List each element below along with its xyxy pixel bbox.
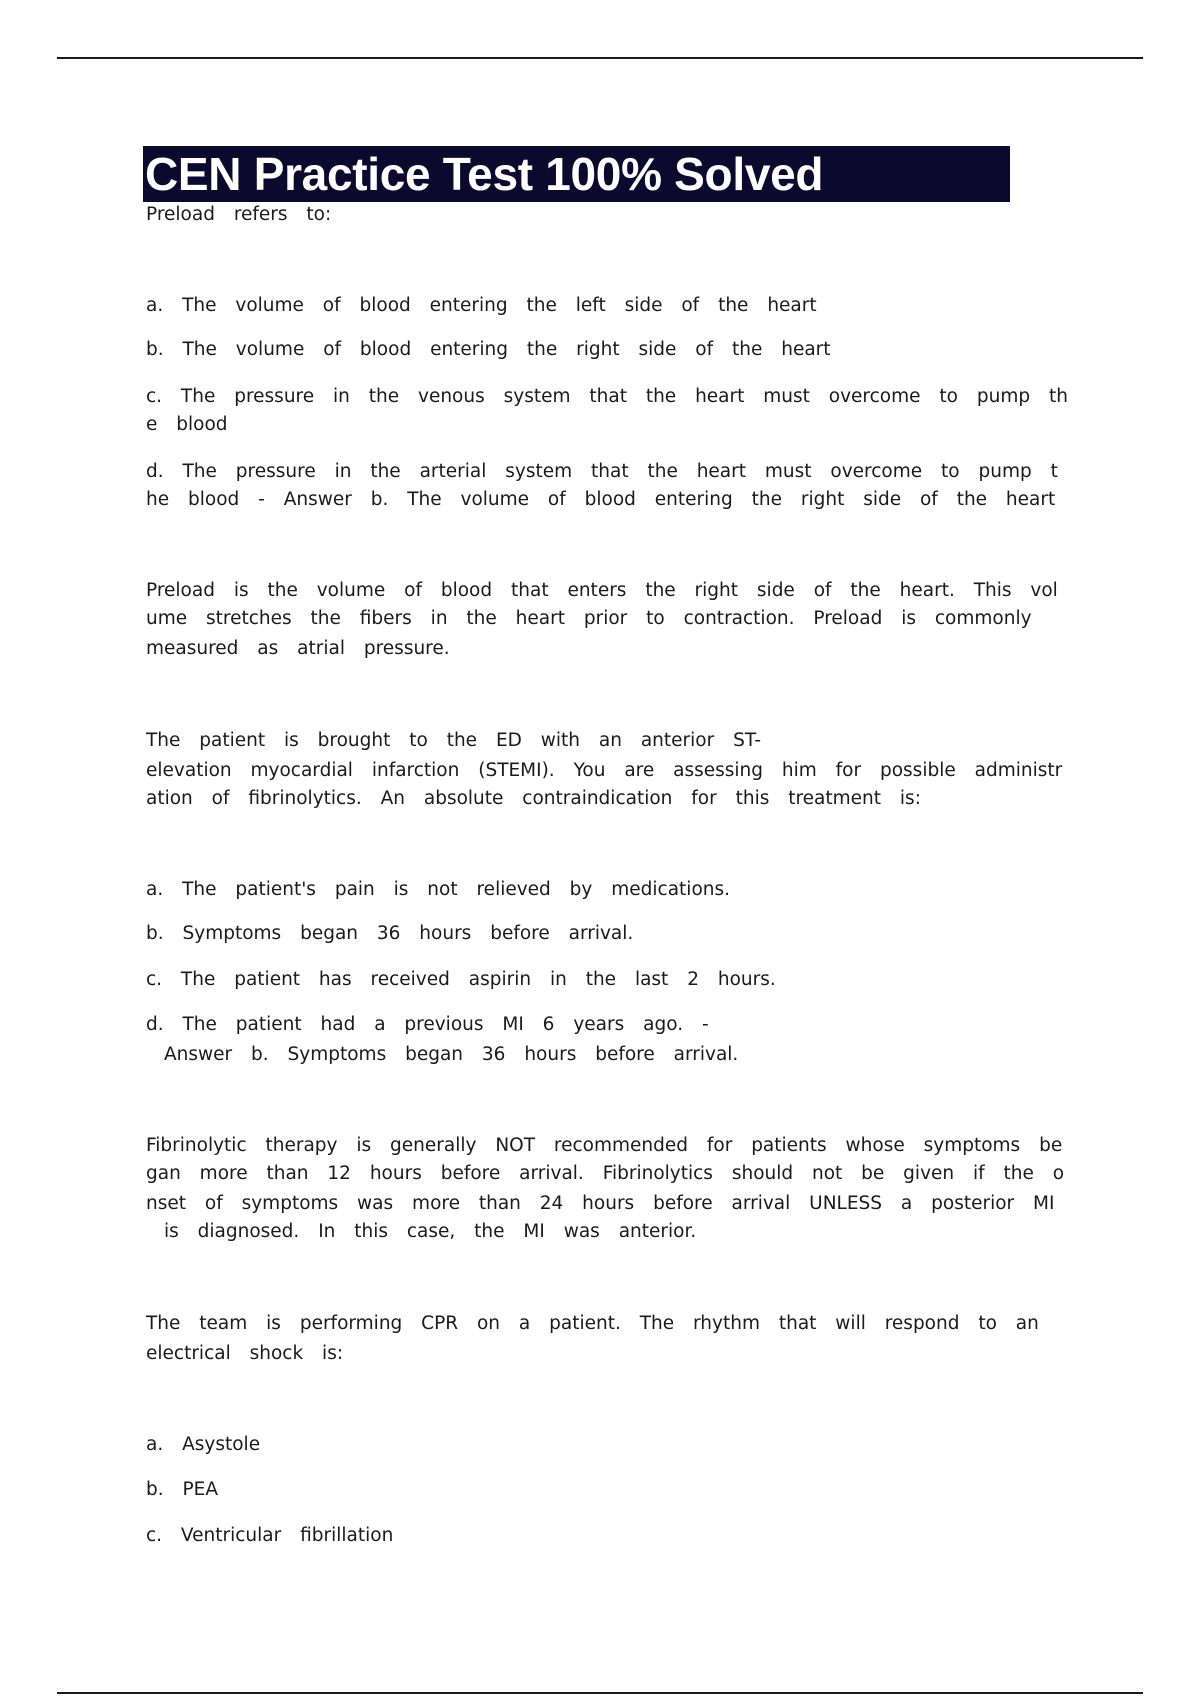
bottom-rule <box>57 1692 1143 1694</box>
question-2-stem-line-1: The patient is brought to the ED with an anterior ST- <box>146 730 762 751</box>
top-rule <box>57 57 1143 59</box>
question-2-rationale-line-2: gan more than 12 hours before arrival. Fibrinolytics should not be given if the o <box>146 1163 1065 1184</box>
question-2-option-a: a. The patient's pain is not relieved by medications. <box>146 879 731 900</box>
question-2-rationale-line-1: Fibrinolytic therapy is generally NOT recommended for patients whose symptoms be <box>146 1135 1063 1156</box>
question-2-stem-line-3: ation of fibrinolytics. An absolute contraindication for this treatment is: <box>146 788 921 809</box>
question-3-option-a: a. Asystole <box>146 1434 261 1455</box>
question-1-answer: he blood - Answer b. The volume of blood entering the right side of the heart <box>146 489 1056 510</box>
question-1-option-c: c. The pressure in the venous system that the heart must overcome to pump th <box>146 386 1068 407</box>
question-2-answer: Answer b. Symptoms began 36 hours before arrival. <box>164 1044 739 1065</box>
page-title: CEN Practice Test 100% Solved <box>145 148 824 200</box>
question-2-option-b: b. Symptoms began 36 hours before arrival. <box>146 923 634 944</box>
question-1-stem: Preload refers to: <box>146 204 332 225</box>
question-1-option-a: a. The volume of blood entering the left side of the heart <box>146 295 817 316</box>
question-2-stem-line-2: elevation myocardial infarction (STEMI). You are assessing him for possible administr <box>146 760 1063 781</box>
question-2-rationale-line-3: nset of symptoms was more than 24 hours before arrival UNLESS a posterior MI <box>146 1193 1055 1214</box>
question-3-option-c: c. Ventricular fibrillation <box>146 1525 394 1546</box>
question-3-option-b: b. PEA <box>146 1479 219 1500</box>
question-2-rationale-line-4: is diagnosed. In this case, the MI was anterior. <box>164 1221 697 1242</box>
question-3-stem-line-2: electrical shock is: <box>146 1343 344 1364</box>
title-banner <box>143 146 1010 202</box>
question-3-stem-line-1: The team is performing CPR on a patient. The rhythm that will respond to an <box>146 1313 1039 1334</box>
question-1-rationale-line-2: ume stretches the fibers in the heart prior to contraction. Preload is commonly <box>146 608 1032 629</box>
question-1-option-c-cont: e blood <box>146 414 228 435</box>
question-2-option-d: d. The patient had a previous MI 6 years ago. - <box>146 1014 709 1035</box>
question-1-rationale-line-1: Preload is the volume of blood that enters the right side of the heart. This vol <box>146 580 1058 601</box>
question-1-rationale-line-3: measured as atrial pressure. <box>146 638 450 659</box>
question-1-option-d: d. The pressure in the arterial system that the heart must overcome to pump t <box>146 461 1058 482</box>
question-1-option-b: b. The volume of blood entering the right side of the heart <box>146 339 831 360</box>
question-2-option-c: c. The patient has received aspirin in the last 2 hours. <box>146 969 776 990</box>
